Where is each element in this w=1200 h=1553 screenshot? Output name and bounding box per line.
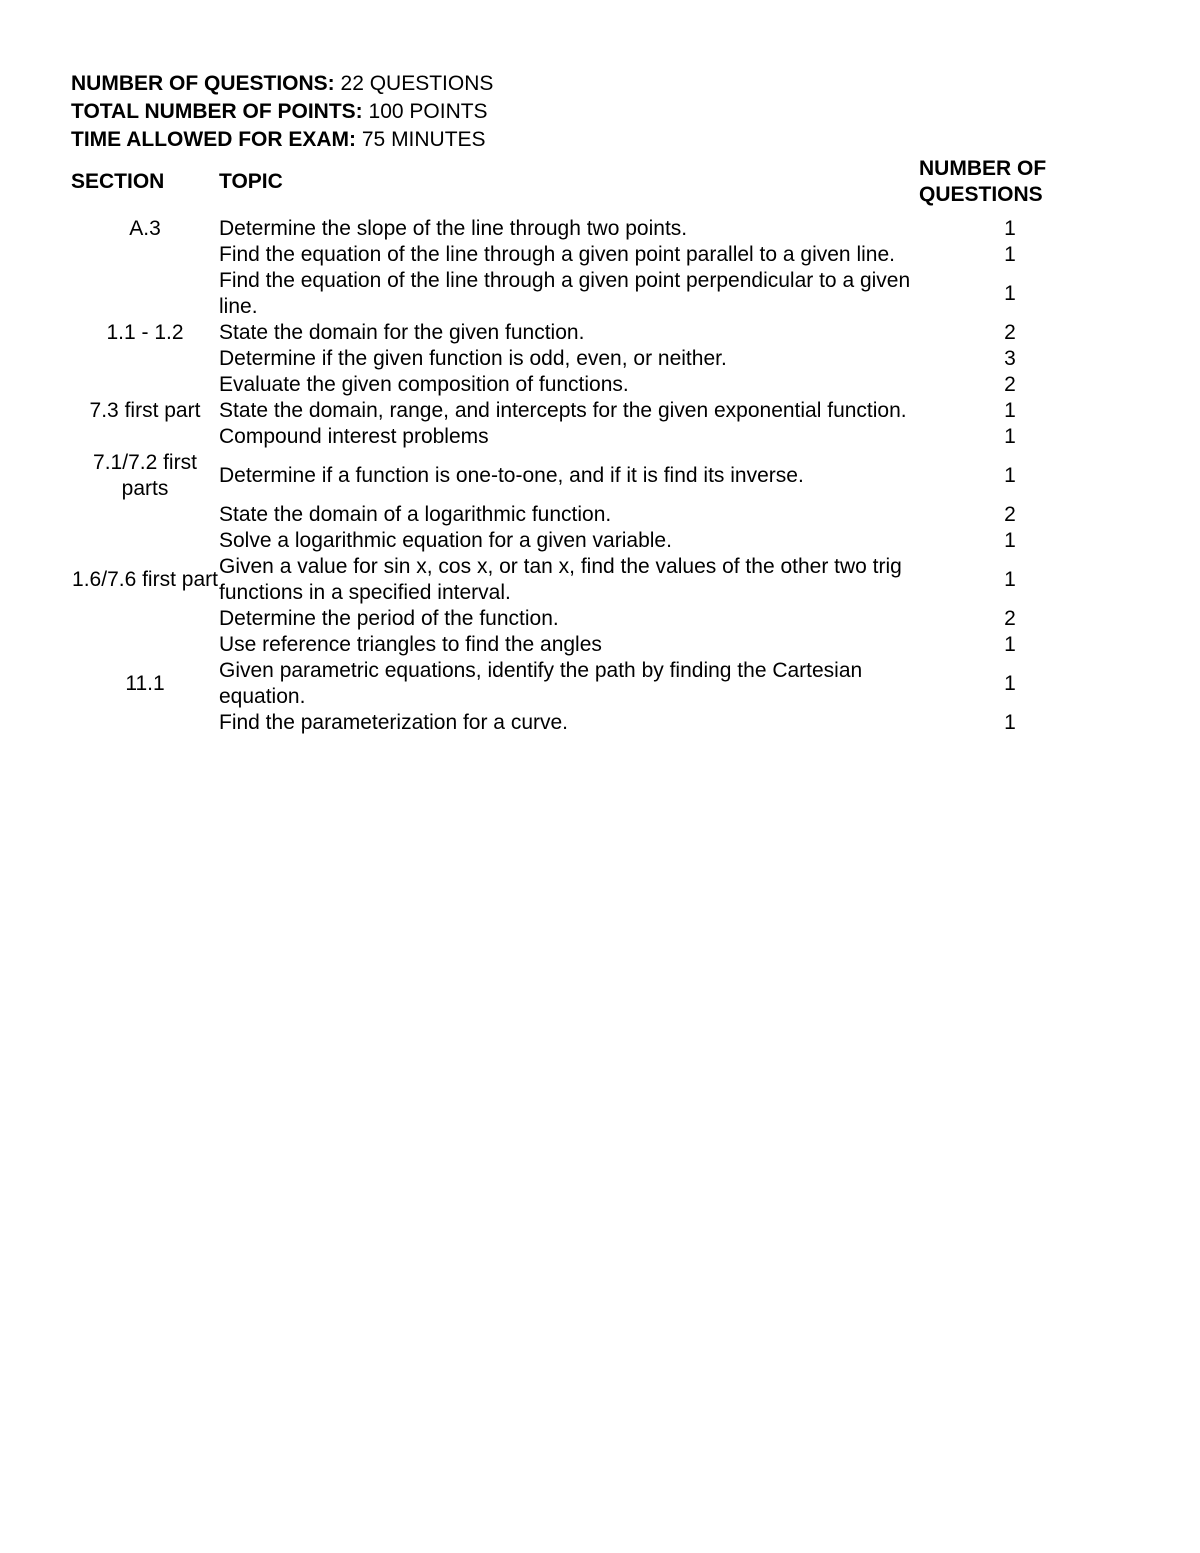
questions-label: NUMBER OF QUESTIONS: [71,72,335,95]
table-row [71,450,1101,502]
num-questions-cell: 3 [1004,347,1016,370]
questions-line [71,70,493,98]
section-cell [71,346,219,372]
section-cell [71,268,219,320]
table-row [71,398,1101,424]
time-line [71,126,493,154]
topic-cell: State the domain for the given function. [219,321,585,344]
points-line [71,98,493,126]
num-questions-cell: 2 [1004,607,1016,630]
table-row [71,268,1101,320]
num-questions-cell: 1 [1004,425,1016,448]
num-questions-cell: 1 [1004,711,1016,734]
table-row [71,502,1101,528]
section-cell [71,710,219,736]
table-row [71,242,1101,268]
section-cell: 1.1 - 1.2 [106,321,184,344]
table-row [71,554,1101,606]
section-cell: A.3 [129,217,161,240]
table-row [71,346,1101,372]
num-questions-cell: 2 [1004,373,1016,396]
topic-cell: Given parametric equations, identify the path by finding the Cartesian equation. [219,659,863,708]
num-header-line2: QUESTIONS [919,183,1043,206]
num-questions-cell: 1 [1004,243,1016,266]
topic-cell: Evaluate the given composition of functions. [219,373,629,396]
table-row [71,528,1101,554]
table-row [71,658,1101,710]
num-questions-cell: 1 [1004,217,1016,240]
time-value: 75 MINUTES [361,128,486,151]
table-row [71,372,1101,398]
num-questions-cell: 1 [1004,399,1016,422]
topic-cell: Determine the period of the function. [219,607,559,630]
num-questions-cell: 1 [1004,672,1016,695]
num-questions-cell: 1 [1004,464,1016,487]
topic-cell: Use reference triangles to find the angles [219,633,602,656]
table-header-row [71,156,1101,216]
num-questions-cell: 1 [1004,282,1016,305]
num-questions-cell: 1 [1004,568,1016,591]
exam-summary [71,70,493,154]
topic-cell: State the domain of a logarithmic function. [219,503,612,526]
section-cell: 1.6/7.6 first part [72,568,218,591]
num-questions-cell: 1 [1004,529,1016,552]
num-questions-cell: 2 [1004,503,1016,526]
num-header-line1: NUMBER OF [919,157,1047,180]
topic-cell: Find the parameterization for a curve. [219,711,569,734]
section-cell: 7.1/7.2 first parts [93,451,197,500]
section-cell [71,372,219,398]
topic-cell: Determine the slope of the line through two points. [219,217,688,240]
section-cell [71,502,219,528]
section-cell [71,424,219,450]
table-row [71,320,1101,346]
section-cell [71,528,219,554]
topic-cell: Given a value for sin x, cos x, or tan x, find the values of the other two trig functions in a specified interval. [219,555,902,604]
section-cell: 11.1 [125,672,165,695]
section-cell: 7.3 first part [89,399,201,422]
points-label: TOTAL NUMBER OF POINTS: [71,100,363,123]
topic-cell: Determine if the given function is odd, even, or neither. [219,347,727,370]
points-value: 100 POINTS [368,100,488,123]
topic-cell: Find the equation of the line through a given point parallel to a given line. [219,243,895,266]
time-label: TIME ALLOWED FOR EXAM: [71,128,357,151]
section-cell [71,242,219,268]
section-cell [71,606,219,632]
topic-cell: State the domain, range, and intercepts for the given exponential function. [219,399,907,422]
topic-header: TOPIC [219,170,283,193]
topics-table [71,156,1101,736]
table-row [71,606,1101,632]
questions-value: 22 QUESTIONS [340,72,494,95]
topic-cell: Compound interest problems [219,425,489,448]
table-row [71,216,1101,242]
table-row [71,632,1101,658]
section-header: SECTION [71,170,165,193]
num-questions-header [919,156,1101,216]
table-row [71,424,1101,450]
num-questions-cell: 2 [1004,321,1016,344]
section-cell [71,632,219,658]
table-row [71,710,1101,736]
topic-cell: Find the equation of the line through a given point perpendicular to a given line. [219,269,911,318]
topic-cell: Solve a logarithmic equation for a given variable. [219,529,672,552]
num-questions-cell: 1 [1004,633,1016,656]
topic-cell: Determine if a function is one-to-one, and if it is find its inverse. [219,464,804,487]
